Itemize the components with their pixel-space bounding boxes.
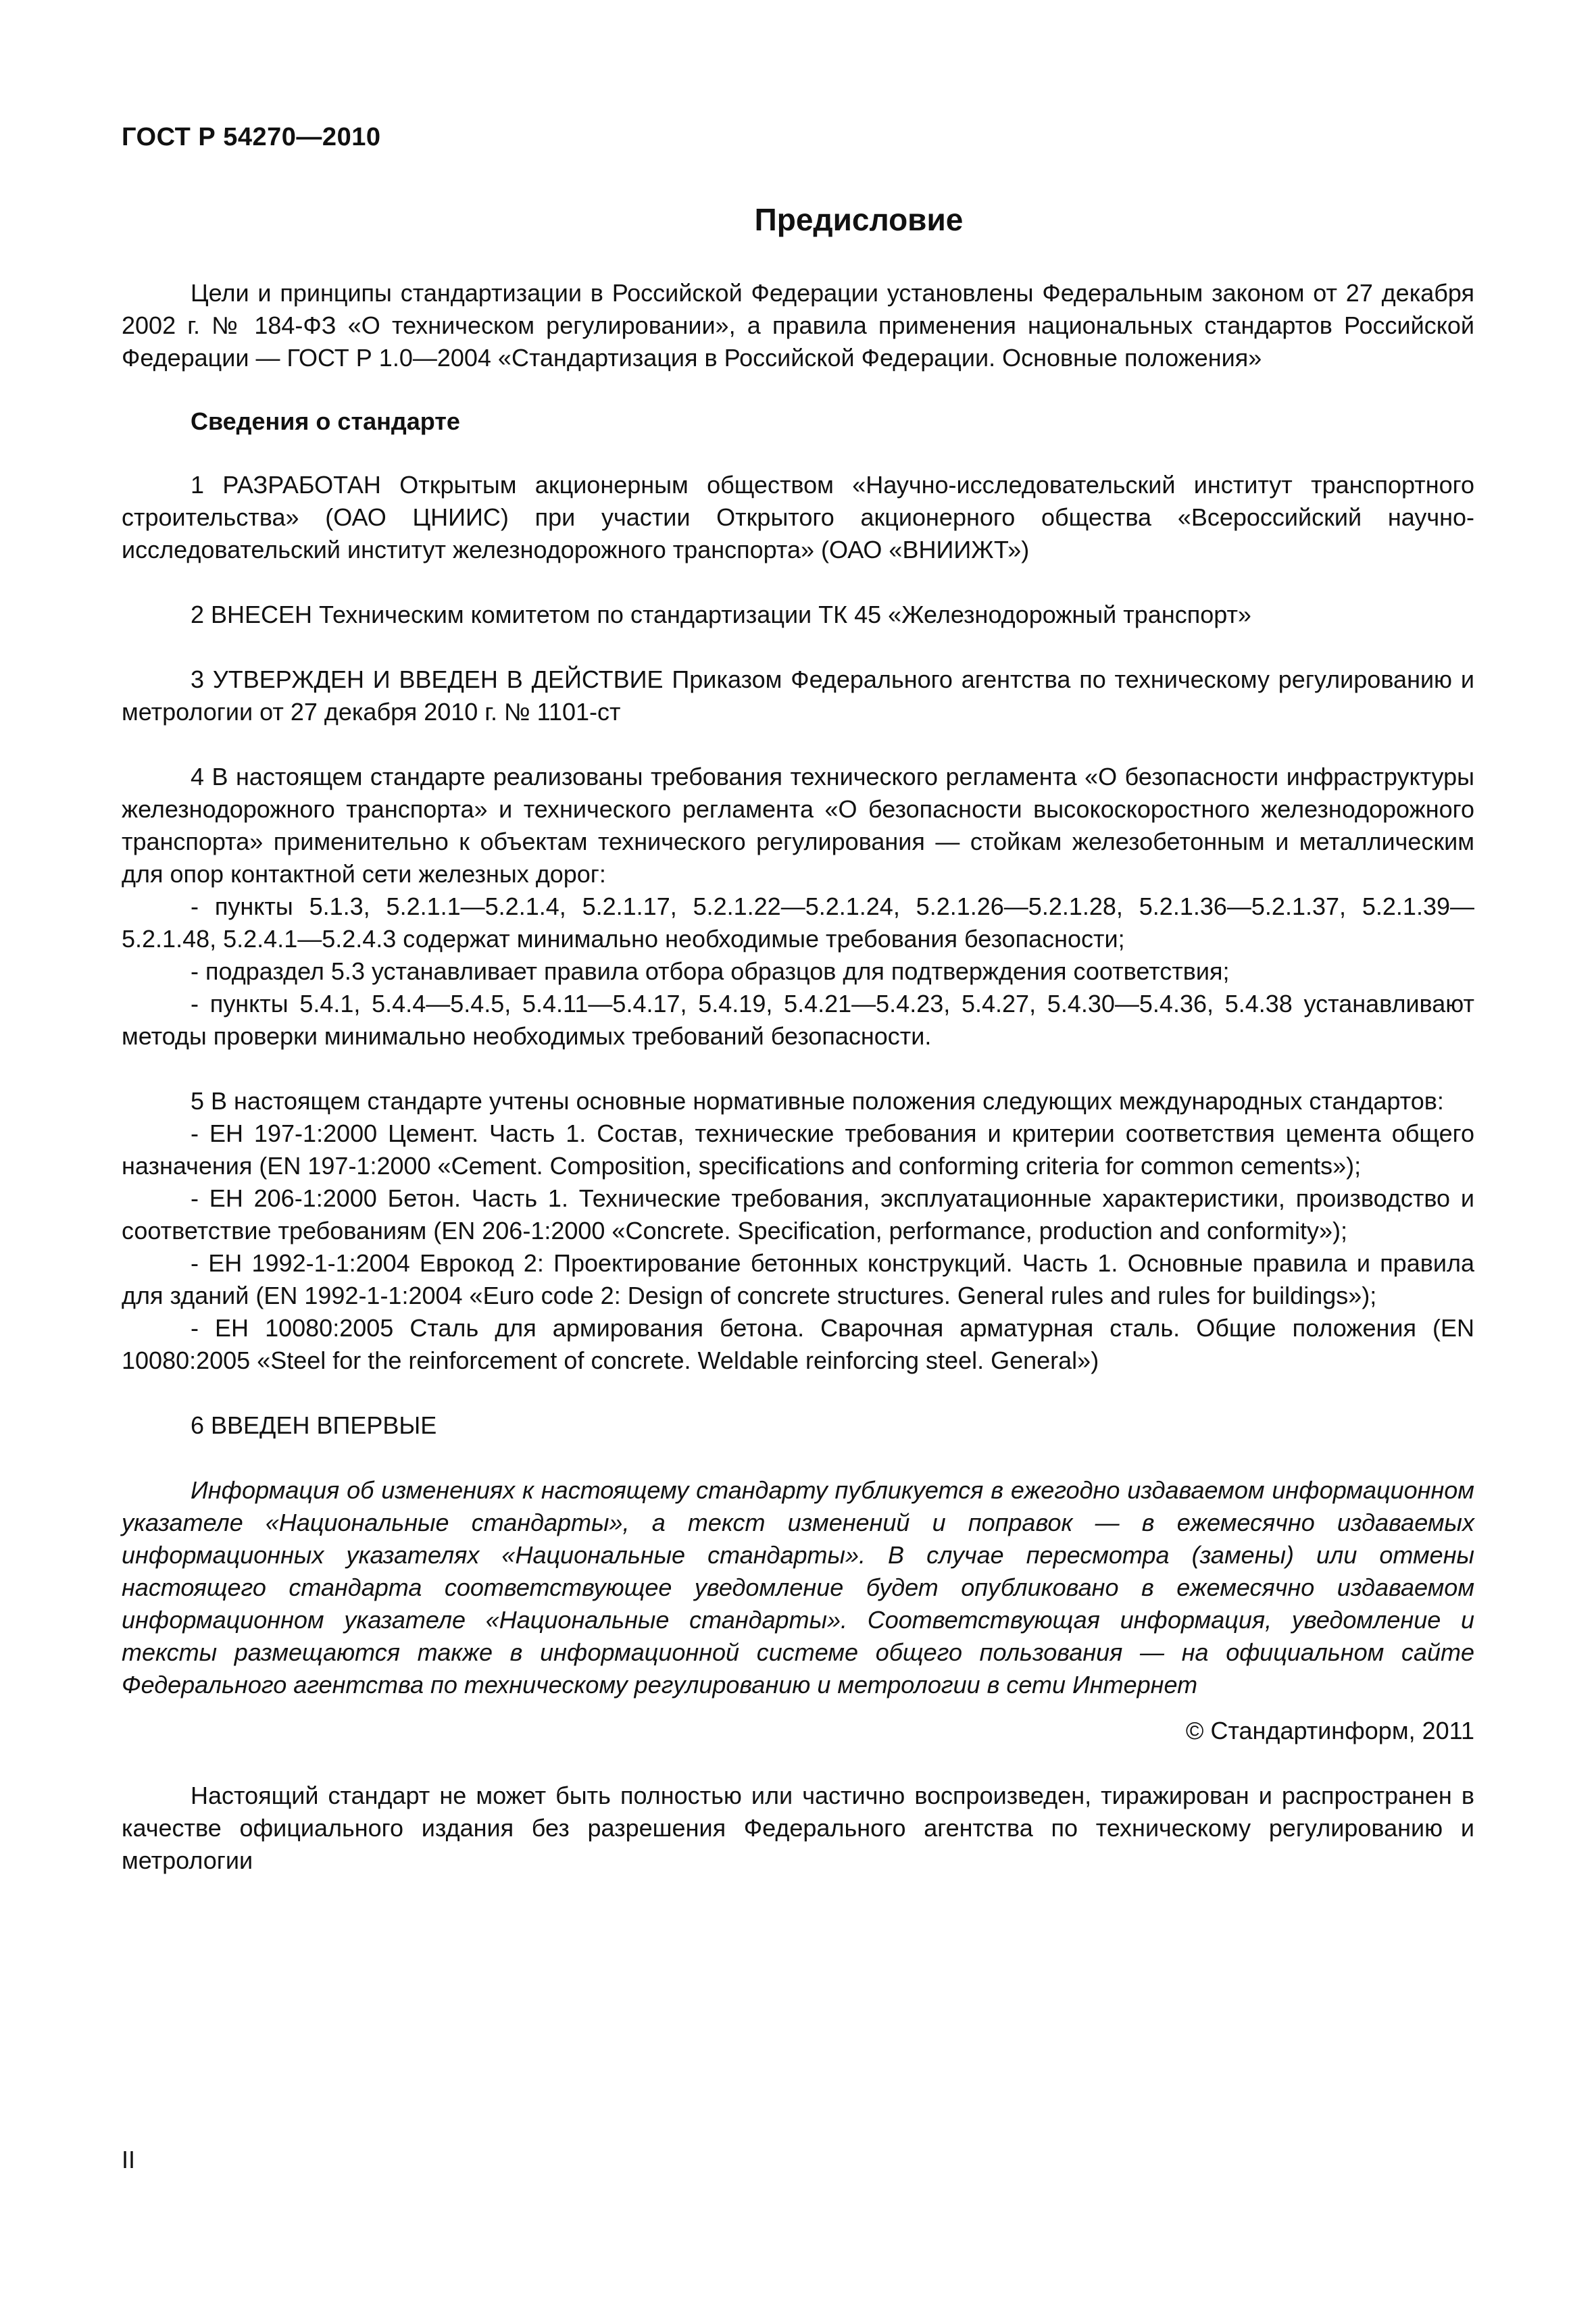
item-6-paragraph: 6 ВВЕДЕН ВПЕРВЫЕ — [191, 1411, 437, 1439]
item-4-paragraph: 4 В настоящем стандарте реализованы требования технического регламента «О безопасности инфраструктуры железнодорожного транспорта» и технического регламента «О безопасности высокоскоростного железнодорожного транспорта» применительно к объектам технического регулирования — стойкам железобетонным и металлическим для опор контактной сети железных дорог: — [122, 763, 1474, 888]
intro-paragraph: Цели и принципы стандартизации в Российской Федерации установлены Федеральным законом от 27 декабря 2002 г. № 184-ФЗ «О техническом регулировании», а правила применения национальных стандартов Российской Федерации — ГОСТ Р 1.0—2004 «Стандартизация в Российской Федерации. Основные положения» — [122, 279, 1474, 372]
document-code-header: ГОСТ Р 54270—2010 — [122, 123, 381, 151]
item-5-bullet-1: - ЕН 197-1:2000 Цемент. Часть 1. Состав, технические требования и критерии соответствия цемента общего назначения (EN 197-1:2000 «Cement. Composition, specifications and conforming criteria for common cements»); — [122, 1120, 1474, 1180]
item-4-bullet-3: - пункты 5.4.1, 5.4.4—5.4.5, 5.4.11—5.4.17, 5.4.19, 5.4.21—5.4.23, 5.4.27, 5.4.30—5.4.36, 5.4.38 устанавливают методы проверки минимально необходимых требований безопасности. — [122, 990, 1474, 1050]
item-5-bullet-2: - ЕН 206-1:2000 Бетон. Часть 1. Технические требования, эксплуатационные характеристики, производство и соответствие требованиям (EN 206-1:2000 «Concrete. Specification, performance, production and conformity»); — [122, 1184, 1474, 1244]
item-4-bullet-1: - пункты 5.1.3, 5.2.1.1—5.2.1.4, 5.2.1.17, 5.2.1.22—5.2.1.24, 5.2.1.26—5.2.1.28, 5.2.1.36—5.2.1.37, 5.2.1.39—5.2.1.48, 5.2.4.1—5.2.4.3 содержат минимально необходимые требования безопасности; — [122, 892, 1474, 953]
document-body — [122, 277, 1474, 1877]
info-notice: Информация об изменениях к настоящему стандарту публикуется в ежегодно издаваемом информационном указателе «Национальные стандарты», а текст изменений и поправок — в ежемесячно издаваемых информационных указателях «Национальные стандарты». В случае пересмотра (замены) или отмены настоящего стандарта соответствующее уведомление будет опубликовано в ежемесячно издаваемом информационном указателе «Национальные стандарты». Соответствующая информация, уведомление и тексты размещаются также в информационной системе общего пользования — на официальном сайте Федерального агентства по техническому регулированию и метрологии в сети Интернет — [122, 1476, 1474, 1699]
item-3-paragraph: 3 УТВЕРЖДЕН И ВВЕДЕН В ДЕЙСТВИЕ Приказом Федерального агентства по техническому регулированию и метрологии от 27 декабря 2010 г. № 1101-ст — [122, 665, 1474, 726]
item-5-bullet-4: - ЕН 10080:2005 Сталь для армирования бетона. Сварочная арматурная сталь. Общие положения (EN 10080:2005 «Steel for the reinforcement of concrete. Weldable reinforcing steel. General») — [122, 1314, 1474, 1374]
item-2-paragraph: 2 ВНЕСЕН Техническим комитетом по стандартизации ТК 45 «Железнодорожный транспорт» — [191, 601, 1251, 628]
item-5-bullet-3: - ЕН 1992-1-1:2004 Еврокод 2: Проектирование бетонных конструкций. Часть 1. Основные правила и правила для зданий (EN 1992-1-1:2004 «Euro code 2: Design of concrete structures. General rules and rules for buildings»); — [122, 1249, 1474, 1309]
section-subheading: Сведения о стандарте — [191, 407, 460, 435]
copyright-line: © Стандартинформ, 2011 — [1185, 1717, 1474, 1744]
item-1-paragraph: 1 РАЗРАБОТАН Открытым акционерным обществом «Научно-исследовательский институт транспортного строительства» (ОАО ЦНИИС) при участии Открытого акционерного общества «Всероссийский научно-исследовательский институт железнодорожного транспорта» (ОАО «ВНИИЖТ») — [122, 471, 1474, 563]
reproduction-notice: Настоящий стандарт не может быть полностью или частично воспроизведен, тиражирован и распространен в качестве официального издания без разрешения Федерального агентства по техническому регулированию и метрологии — [122, 1782, 1474, 1874]
page-title: Предисловие — [754, 202, 964, 237]
item-4-bullet-2: - подраздел 5.3 устанавливает правила отбора образцов для подтверждения соответствия; — [191, 957, 1230, 985]
item-5-paragraph: 5 В настоящем стандарте учтены основные нормативные положения следующих международных стандартов: — [191, 1087, 1444, 1115]
page-number: II — [122, 2146, 136, 2173]
